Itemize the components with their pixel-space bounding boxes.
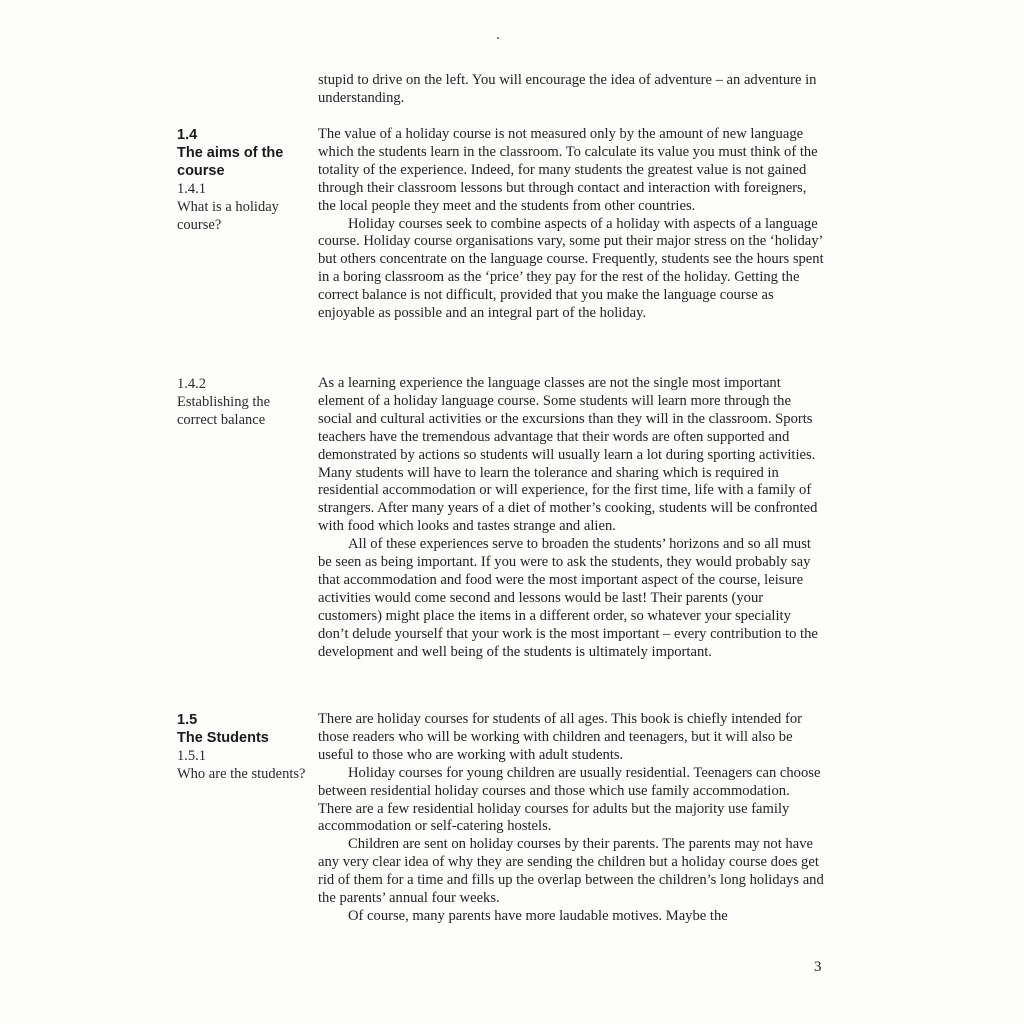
subsection-number: 1.5.1: [177, 748, 206, 764]
section-number: 1.5: [177, 712, 198, 728]
paragraph: Of course, many parents have more laudable motives. Maybe the: [348, 907, 728, 924]
ink-speck: [497, 37, 499, 39]
subsection-title: What is a holiday course?: [177, 199, 279, 233]
subsection-1-4-2-heading: [177, 375, 312, 429]
paragraph: Children are sent on holiday courses by their parents. The parents may not have any very clear idea of why they are sending the children but a holiday course does get rid of them for a time and fills up the overlap between the children’s long holidays and the parents’ annual four weeks.: [318, 836, 824, 907]
paragraph: Holiday courses for young children are usually residential. Teenagers can choose between residential holiday courses and those which use family accommodation. There are a few residential holiday courses for adults but the majority use family accommodation or self-catering hostels.: [318, 764, 821, 835]
intro-continuation: [318, 72, 824, 108]
subsection-title: Establishing the correct balance: [177, 394, 271, 428]
subsection-1-4-2-body: [318, 375, 824, 662]
intro-paragraph: stupid to drive on the left. You will encourage the idea of adventure – an adventure in understanding.: [318, 72, 817, 106]
subsection-1-5-1-body: [318, 711, 824, 926]
paragraph: There are holiday courses for students of all ages. This book is chiefly intended for those readers who will be working with children and teenagers, but it will also be useful to those who are working with adult students.: [318, 711, 803, 763]
paragraph: All of these experiences serve to broaden the students’ horizons and so all must be seen as being important. If you were to ask the students, they would probably say that accommodation and food were the most important aspect of the course, leisure activities would come second and lessons would be last! Their parents (your customers) might place the items in a different order, so whatever your speciality don’t delude yourself that your work is the most important – every contribution to the development and well being of the students is ultimately important.: [318, 536, 818, 660]
section-1-5-heading: [177, 711, 312, 783]
section-1-4-heading: [177, 126, 312, 234]
page-number: 3: [814, 959, 822, 975]
subsection-1-4-1-body: [318, 126, 824, 323]
paragraph: As a learning experience the language classes are not the single most important element of a holiday language course. Some students will learn more through the social and cultural activities or the excursions than they will in the classroom. Sports teachers have the tremendous advantage that their words are often supported and demonstrated by actions so students will usually learn a lot during sporting activities. Many students will have to learn the tolerance and sharing which is required in residential accommodation or will experience, for the first time, life with a family of strangers. After many years of a diet of mother’s cooking, students will be confronted with food which looks and tastes strange and alien.: [318, 375, 818, 535]
subsection-number: 1.4.1: [177, 181, 206, 197]
paragraph: The value of a holiday course is not measured only by the amount of new language which the students learn in the classroom. To calculate its value you must think of the totality of the experience. Indeed, for many students the greatest value is not gained through their classroom lessons but through contact and interaction with foreigners, the local people they meet and the students from other countries.: [318, 126, 818, 214]
subsection-title: Who are the students?: [177, 766, 306, 782]
section-title: The Students: [177, 730, 269, 746]
section-number: 1.4: [177, 127, 198, 143]
paragraph: Holiday courses seek to combine aspects of a holiday with aspects of a language course. Holiday course organisations vary, some put their major stress on the ‘holiday’ but others concentrate on the language course. Frequently, students see the hours spent in a boring classroom as the ‘price’ they pay for the rest of the holiday. Getting the correct balance is not difficult, provided that you make the language course as enjoyable as possible and an integral part of the holiday.: [318, 215, 824, 322]
section-title: The aims of the course: [177, 145, 284, 179]
subsection-number: 1.4.2: [177, 376, 206, 392]
